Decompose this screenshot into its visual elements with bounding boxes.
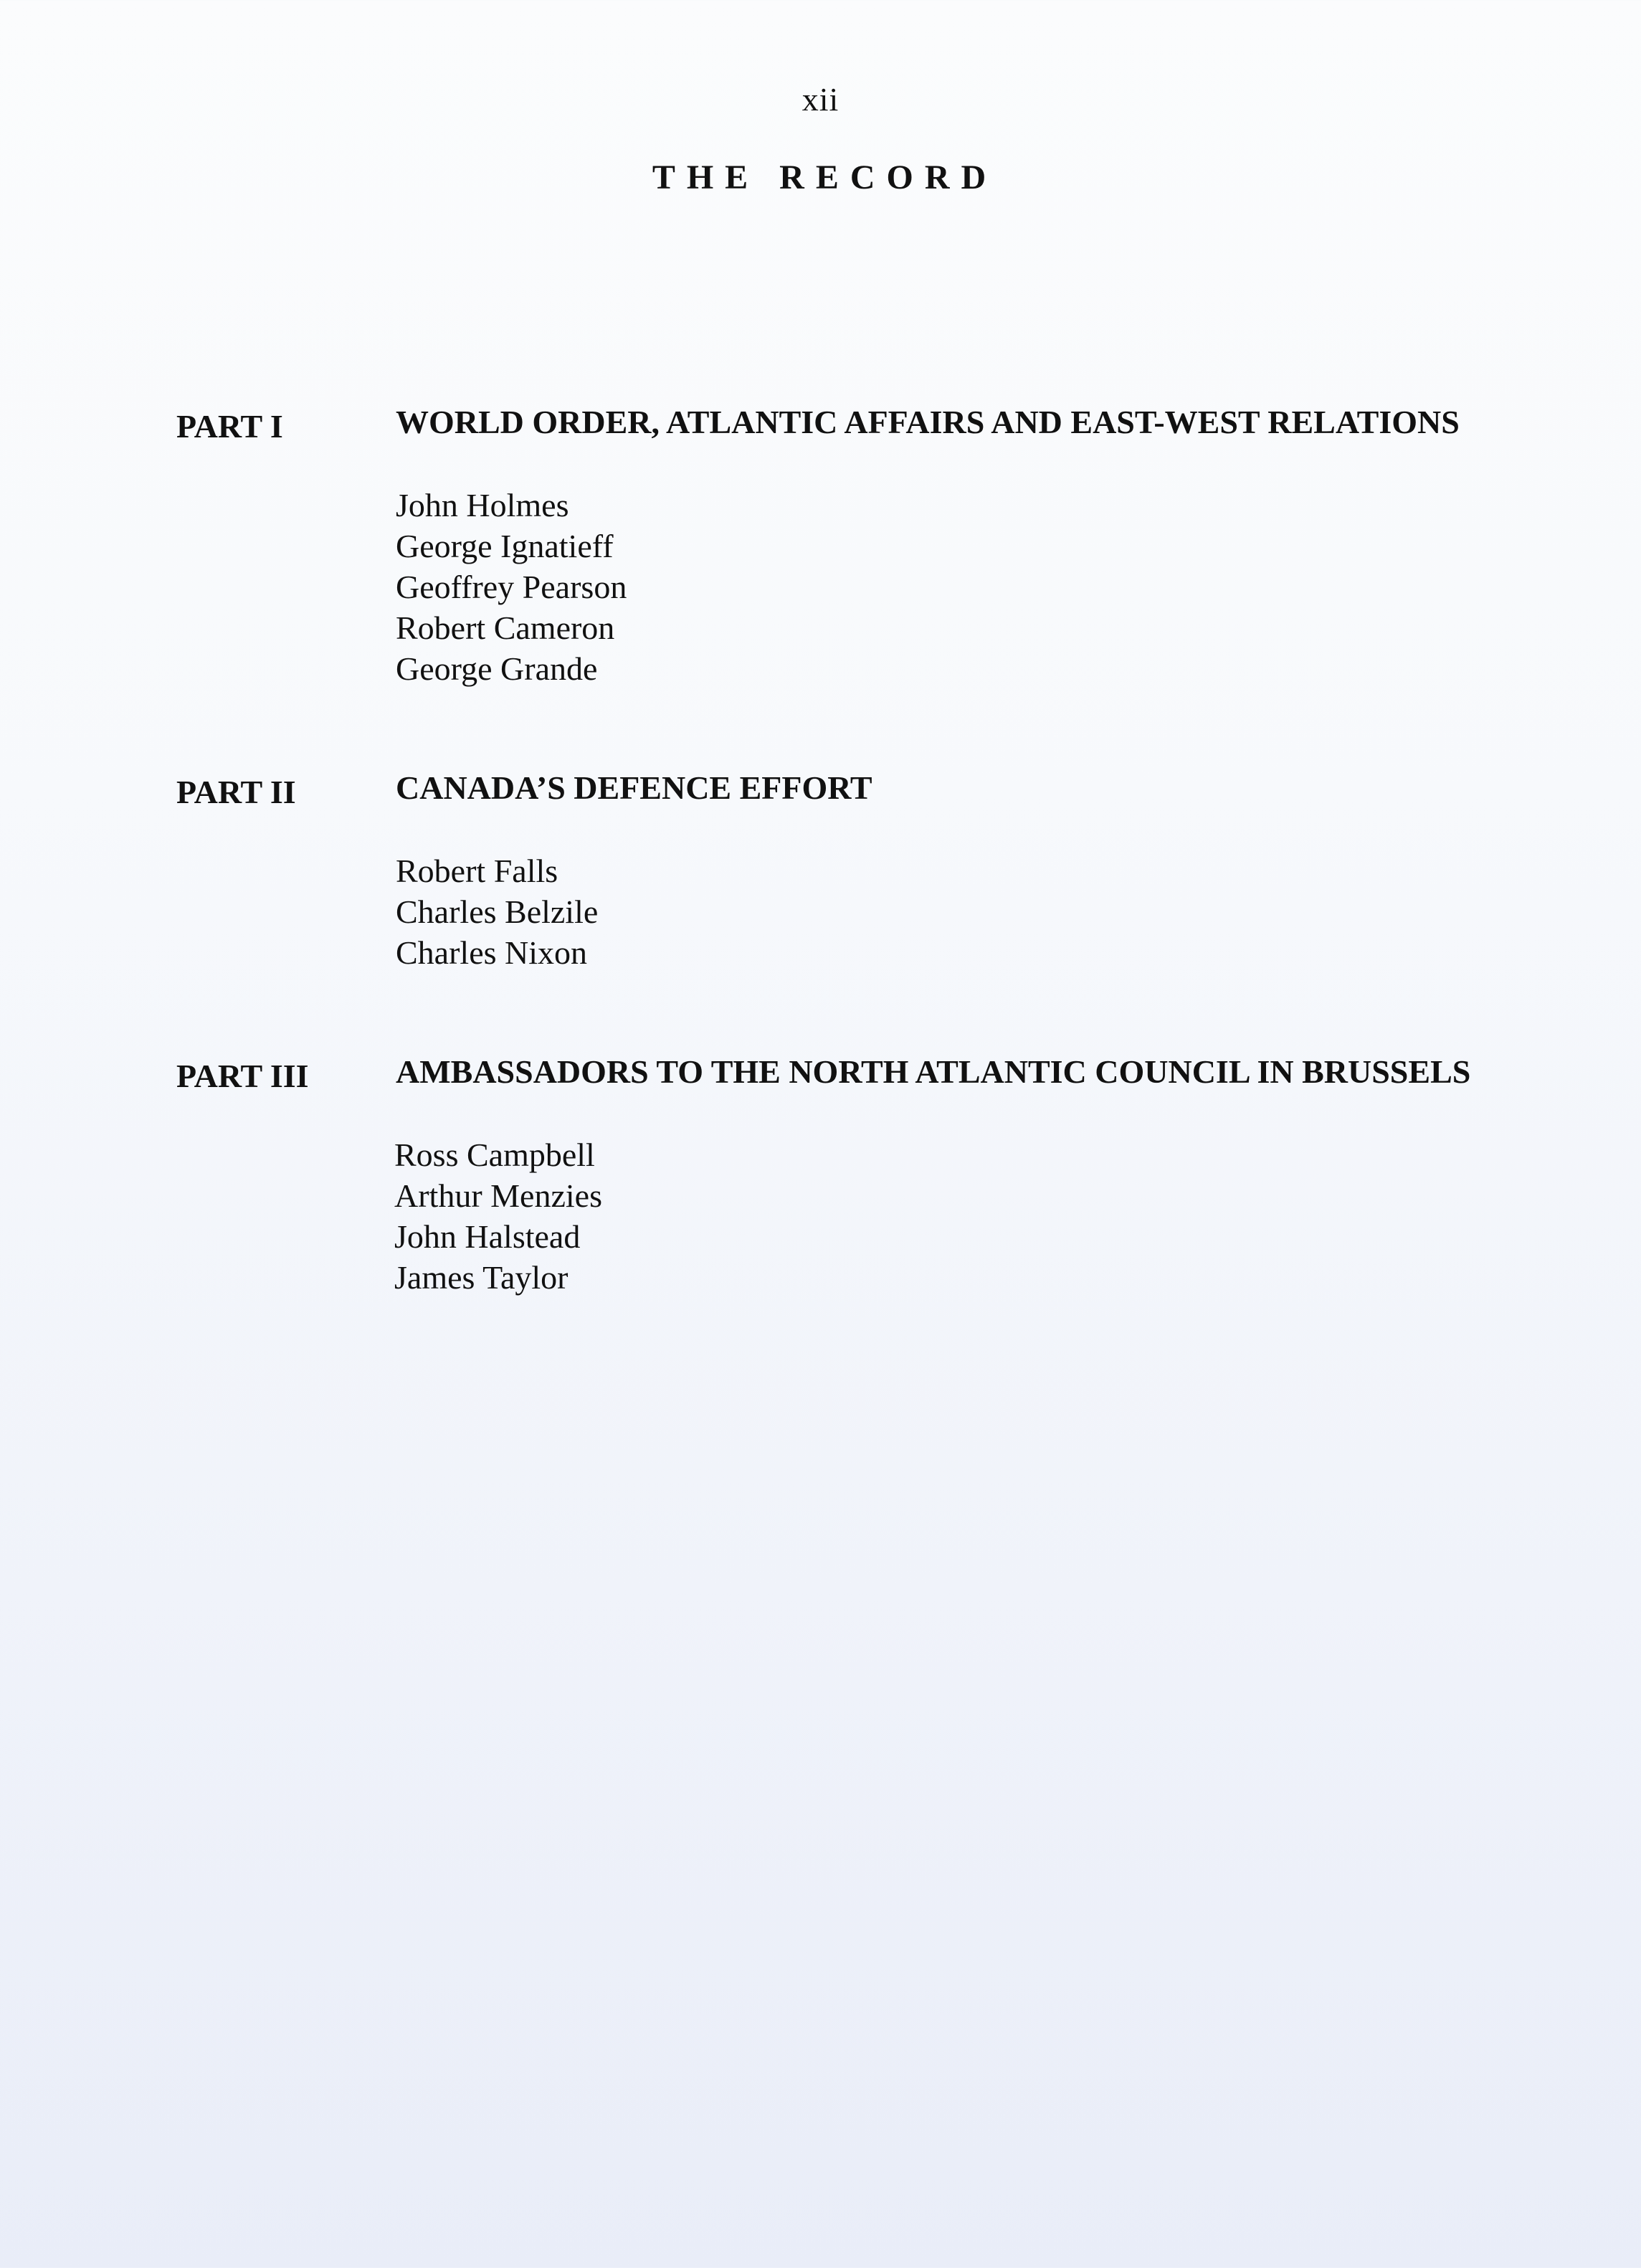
- page-title: THE RECORD: [652, 158, 998, 196]
- part-label: PART I: [176, 408, 283, 445]
- page-number: xii: [802, 81, 839, 118]
- contributor-name: John Halstead: [394, 1218, 581, 1255]
- contributor-name: Ross Campbell: [394, 1137, 595, 1173]
- part-label: PART II: [176, 774, 296, 810]
- contributor-name: Robert Falls: [396, 853, 558, 889]
- contributor-name: John Holmes: [396, 487, 569, 523]
- contributor-name: Robert Cameron: [396, 609, 615, 646]
- contributor-name: Charles Belzile: [396, 893, 599, 930]
- contributor-name: Geoffrey Pearson: [396, 569, 627, 605]
- contributor-name: George Grande: [396, 650, 598, 687]
- part-heading: AMBASSADORS TO THE NORTH ATLANTIC COUNCIL IN BRUSSELS: [396, 1053, 1471, 1090]
- contributor-name: George Ignatieff: [396, 528, 614, 564]
- contributor-list: [394, 1134, 602, 1298]
- part-label: PART III: [176, 1058, 309, 1094]
- part-heading: WORLD ORDER, ATLANTIC AFFAIRS AND EAST-WEST RELATIONS: [396, 404, 1460, 440]
- contributor-name: Charles Nixon: [396, 934, 588, 971]
- contributor-name: Arthur Menzies: [394, 1177, 602, 1214]
- contributor-list: [396, 850, 598, 973]
- contributor-name: James Taylor: [394, 1259, 569, 1296]
- part-heading: CANADA’S DEFENCE EFFORT: [396, 769, 872, 806]
- contributor-list: [396, 485, 627, 689]
